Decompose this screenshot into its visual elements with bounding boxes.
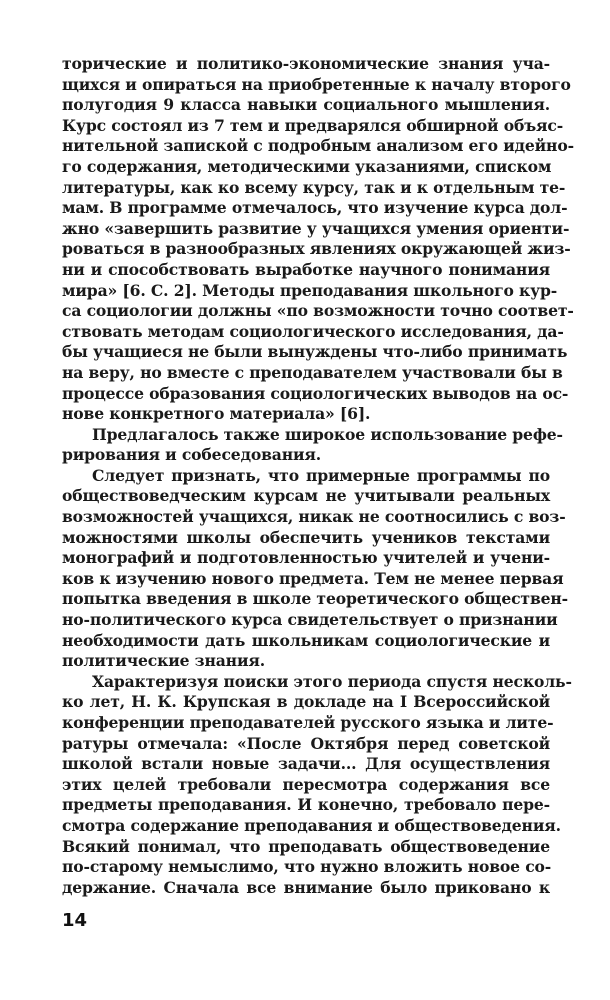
text-line: мам. В программе отмечалось, что изучение курса дол- (62, 198, 568, 218)
text-line: полугодия 9 класса навыки социального мышления. (62, 95, 550, 115)
text-line: Характеризуя поиски этого периода спустя несколь- (92, 671, 572, 691)
text-line: нове конкретного материала» [6]. (62, 404, 371, 424)
text-line: ко лет, Н. К. Крупская в докладе на I Всероссийской (62, 692, 550, 712)
text-line: Всякий понимал, что преподавать обществоведение (62, 836, 550, 856)
text-line: возможностей учащихся, никак не соотносились с воз- (62, 507, 566, 527)
text-line: процессе образования социологических выводов на ос- (62, 383, 569, 403)
text-line: го содержания, методическими указаниями, списком (62, 156, 552, 176)
text-line: Следует признать, что примерные программы по (92, 465, 550, 485)
text-line: политические знания. (62, 651, 266, 671)
text-line: Курс состоял из 7 тем и предварялся обширной объяс- (62, 115, 564, 135)
text-line: обществоведческим курсам не учитывали реальных (62, 486, 550, 506)
text-line: ков к изучению нового предмета. Тем не менее первая (62, 568, 564, 588)
text-line: жно «завершить развитие у учащихся умения ориенти- (62, 218, 570, 238)
text-line: бы учащиеся не были вынуждены что-либо принимать (62, 342, 568, 362)
text-line: смотра содержание преподавания и обществоведения. (62, 815, 561, 835)
text-line: рирования и собеседования. (62, 445, 322, 465)
text-line: этих целей требовали пересмотра содержания все (62, 774, 550, 794)
text-line: можностями школы обеспечить учеников текстами (62, 527, 550, 547)
text-line: монографий и подготовленностью учителей и учени- (62, 548, 550, 568)
text-line: на веру, но вместе с преподавателем участвовали бы в (62, 362, 563, 382)
text-line: конференции преподавателей русского языка и лите- (62, 713, 554, 732)
text-line: щихся и опираться на приобретенные к началу второго (62, 74, 571, 94)
text-line: необходимости дать школьникам социологические и (62, 630, 550, 650)
text-line: мира» [6. С. 2]. Методы преподавания школьного кур- (62, 280, 558, 300)
page-body (62, 54, 574, 898)
text-line: торические и политико-экономические знания уча- (62, 54, 550, 73)
text-line: роваться в разнообразных явлениях окружающей жиз- (62, 239, 571, 259)
page-number: 14 (62, 910, 88, 931)
text-line: нительной запиской с подробным анализом его идейно- (62, 136, 574, 156)
text-line: школой встали новые задачи... Для осуществления (62, 754, 550, 774)
text-line: ратуры отмечала: «После Октября перед советской (62, 733, 550, 753)
text-line: литературы, как ко всему курсу, так и к отдельным те- (62, 177, 566, 197)
text-line: са социологии должны «по возможности точно соответ- (62, 301, 574, 321)
text-line: по-старому немыслимо, что нужно вложить новое со- (62, 857, 552, 877)
text-line: ни и способствовать выработке научного понимания (62, 259, 550, 279)
text-line: но-политического курса свидетельствует о признании (62, 610, 558, 630)
text-line: предметы преподавания. И конечно, требовало пере- (62, 795, 550, 815)
text-line: Предлагалось также широкое использование рефе- (92, 424, 563, 444)
text-line: держание. Сначала все внимание было приковано к (62, 877, 550, 897)
text-line: ствовать методам социологического исследования, да- (62, 321, 564, 341)
text-line: попытка введения в школе теоретического обществен- (62, 589, 568, 609)
